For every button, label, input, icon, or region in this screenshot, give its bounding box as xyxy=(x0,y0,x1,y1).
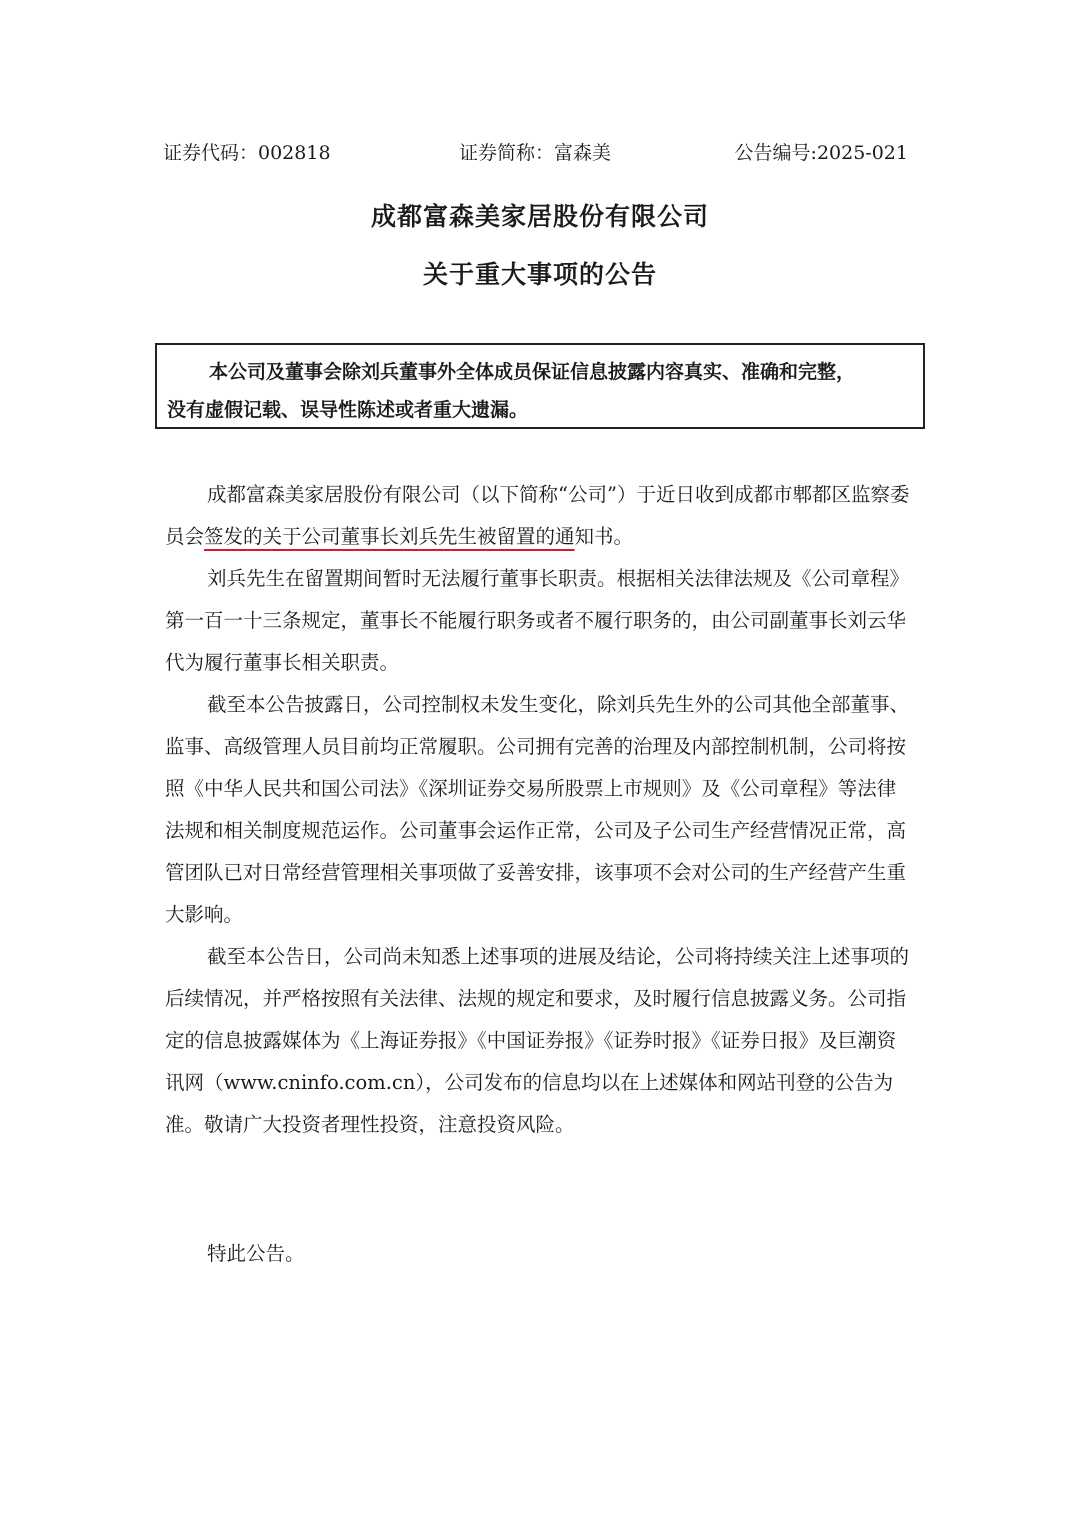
paragraph-2: 刘兵先生在留置期间暂时无法履行董事长职责。根据相关法律法规及《公司章程》第一百一十三条规定，董事长不能履行职务或者不履行职务的，由公司副董事长刘云华代为履行董事长相关职责。 xyxy=(165,567,910,674)
paragraph-1-start: 成都富森美家居股份有限公司（以下简称“公司”）于近日收到成都市郫都区监察委员会 xyxy=(165,483,910,548)
stock-code: 证券代码：002818 xyxy=(163,142,331,164)
stock-abbreviation: 证券简称：富森美 xyxy=(459,142,612,164)
announcement-body xyxy=(165,474,915,1146)
paragraph-3: 截至本公告披露日，公司控制权未发生变化，除刘兵先生外的公司其他全部董事、监事、高级管理人员目前均正常履职。公司拥有完善的治理及内部控制机制，公司将按照《中华人民共和国公司法》《深圳证券交易所股票上市规则》及《公司章程》等法律法规和相关制度规范运作。公司董事会运作正常，公司及子公司生产经营情况正常，高管团队已对日常经营管理相关事项做了妥善安排，该事项不会对公司的生产经营产生重大影响。 xyxy=(165,693,910,926)
declaration-line-2: 没有虚假记载、误导性陈述或者重大遗漏。 xyxy=(167,399,529,421)
declaration-box xyxy=(155,343,925,429)
paragraph-4: 截至本公告日，公司尚未知悉上述事项的进展及结论，公司将持续关注上述事项的后续情况，并严格按照有关法律、法规的规定和要求，及时履行信息披露义务。公司指定的信息披露媒体为《上海证券报》《中国证券报》《证券时报》《证券日报》及巨潮资讯网（www.cninfo.com.cn），公司发布的信息均以在上述媒体和网站刊登的公告为准。敬请广大投资者理性投资，注意投资风险。 xyxy=(165,945,910,1136)
declaration-line-1: 本公司及董事会除刘兵董事外全体成员保证信息披露内容真实、准确和完整， xyxy=(209,361,856,383)
notice-number: 公告编号:2025-021 xyxy=(734,142,908,164)
announcement-subject: 关于重大事项的公告 xyxy=(422,260,657,289)
closing-line: 特此公告。 xyxy=(207,1242,305,1265)
red-underlined-text: 签发的关于公司董事长刘兵先生被留置的通 xyxy=(204,525,575,548)
paragraph-1 xyxy=(165,474,915,558)
company-title: 成都富森美家居股份有限公司 xyxy=(370,202,709,231)
paragraph-1-end: 知书。 xyxy=(574,525,634,548)
header-row xyxy=(163,138,908,170)
